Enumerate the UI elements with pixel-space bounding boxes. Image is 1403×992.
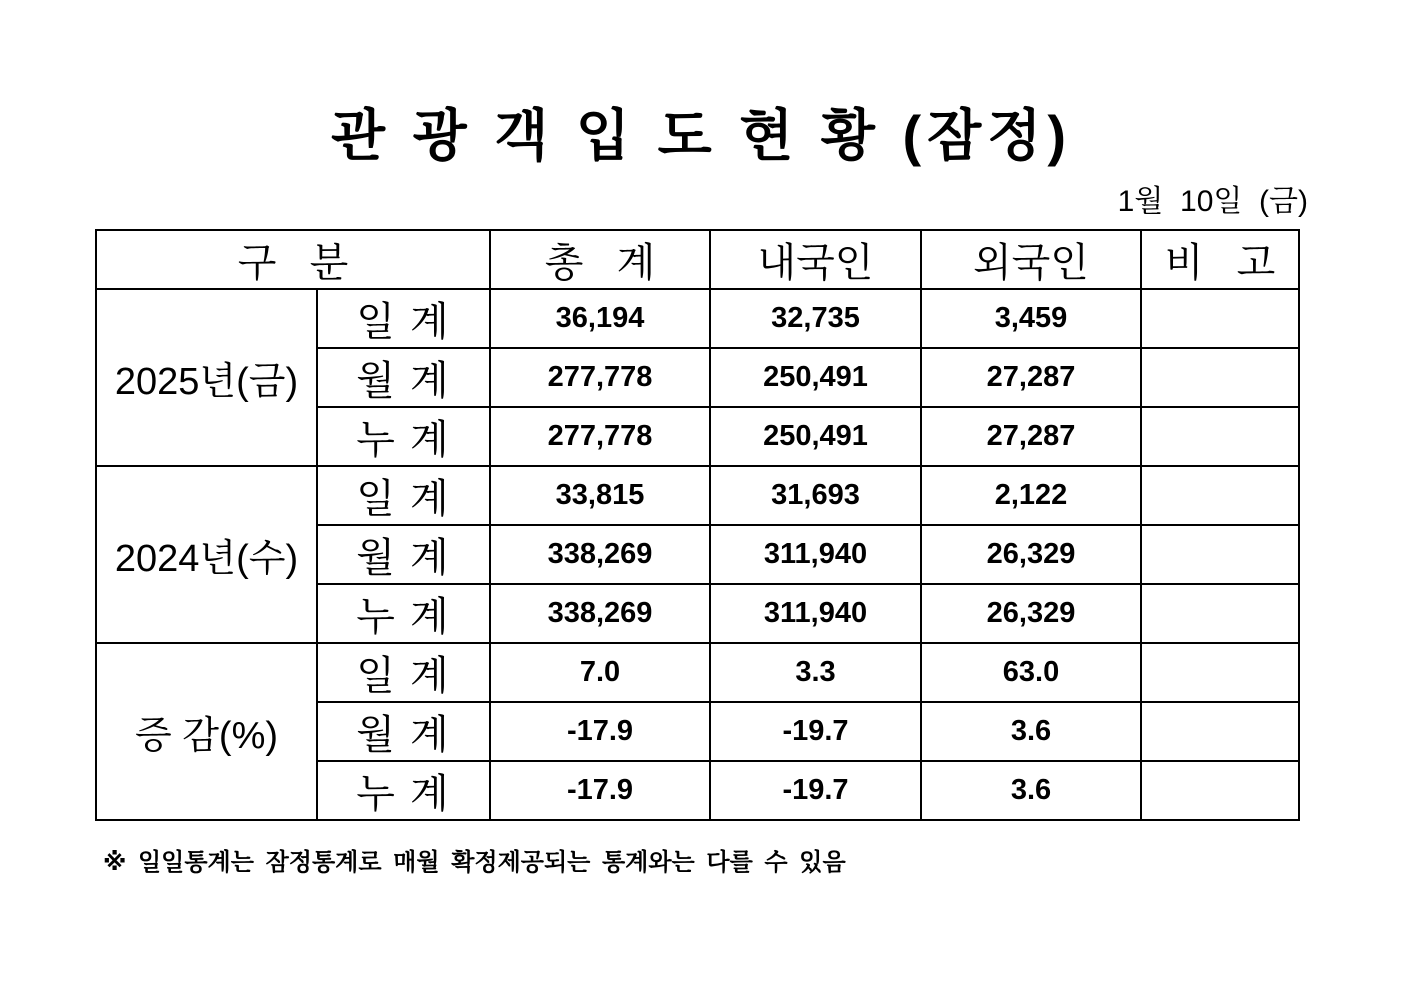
table-row <box>96 466 1299 525</box>
table-row <box>96 289 1299 348</box>
cell-foreign: 26,329 <box>921 584 1141 643</box>
cell-total: 36,194 <box>490 289 710 348</box>
row-label-cumulative: 누 계 <box>317 407 490 466</box>
cell-domestic: -19.7 <box>710 702 921 761</box>
cell-note <box>1141 584 1299 643</box>
cell-domestic: 31,693 <box>710 466 921 525</box>
group-label-2025: 2025년(금) <box>96 289 317 466</box>
cell-domestic: 3.3 <box>710 643 921 702</box>
footnote: ※ 일일통계는 잠정통계로 매월 확정제공되는 통계와는 다를 수 있음 <box>103 849 846 876</box>
cell-foreign: 27,287 <box>921 348 1141 407</box>
cell-foreign: 3.6 <box>921 702 1141 761</box>
cell-total: 338,269 <box>490 584 710 643</box>
group-label-2024: 2024년(수) <box>96 466 317 643</box>
row-label-daily: 일 계 <box>317 643 490 702</box>
cell-note <box>1141 525 1299 584</box>
col-header-foreign: 외국인 <box>921 230 1141 289</box>
cell-total: 33,815 <box>490 466 710 525</box>
cell-domestic: 250,491 <box>710 348 921 407</box>
cell-foreign: 3.6 <box>921 761 1141 820</box>
cell-domestic: 311,940 <box>710 584 921 643</box>
report-date: 1월 10일 (금) <box>1117 185 1308 218</box>
page-title: 관 광 객 입 도 현 황 (잠정) <box>330 104 1073 167</box>
table-header-row <box>96 230 1299 289</box>
cell-domestic: 250,491 <box>710 407 921 466</box>
cell-note <box>1141 348 1299 407</box>
row-label-monthly: 월 계 <box>317 525 490 584</box>
row-label-monthly: 월 계 <box>317 702 490 761</box>
cell-total: 7.0 <box>490 643 710 702</box>
row-label-cumulative: 누 계 <box>317 761 490 820</box>
col-header-category: 구 분 <box>96 230 490 289</box>
cell-domestic: -19.7 <box>710 761 921 820</box>
cell-total: 277,778 <box>490 348 710 407</box>
row-label-cumulative: 누 계 <box>317 584 490 643</box>
cell-foreign: 63.0 <box>921 643 1141 702</box>
row-label-daily: 일 계 <box>317 289 490 348</box>
row-label-monthly: 월 계 <box>317 348 490 407</box>
cell-domestic: 311,940 <box>710 525 921 584</box>
cell-domestic: 32,735 <box>710 289 921 348</box>
cell-foreign: 26,329 <box>921 525 1141 584</box>
cell-total: -17.9 <box>490 761 710 820</box>
table-row <box>96 643 1299 702</box>
row-label-daily: 일 계 <box>317 466 490 525</box>
group-label-change-pct: 증 감(%) <box>96 643 317 820</box>
tourist-arrivals-table <box>95 229 1300 821</box>
cell-foreign: 27,287 <box>921 407 1141 466</box>
cell-total: -17.9 <box>490 702 710 761</box>
col-header-domestic: 내국인 <box>710 230 921 289</box>
cell-note <box>1141 466 1299 525</box>
col-header-total: 총 계 <box>490 230 710 289</box>
cell-note <box>1141 643 1299 702</box>
cell-note <box>1141 407 1299 466</box>
cell-note <box>1141 289 1299 348</box>
cell-total: 277,778 <box>490 407 710 466</box>
cell-note <box>1141 761 1299 820</box>
cell-foreign: 2,122 <box>921 466 1141 525</box>
cell-total: 338,269 <box>490 525 710 584</box>
col-header-note: 비 고 <box>1141 230 1299 289</box>
cell-note <box>1141 702 1299 761</box>
cell-foreign: 3,459 <box>921 289 1141 348</box>
